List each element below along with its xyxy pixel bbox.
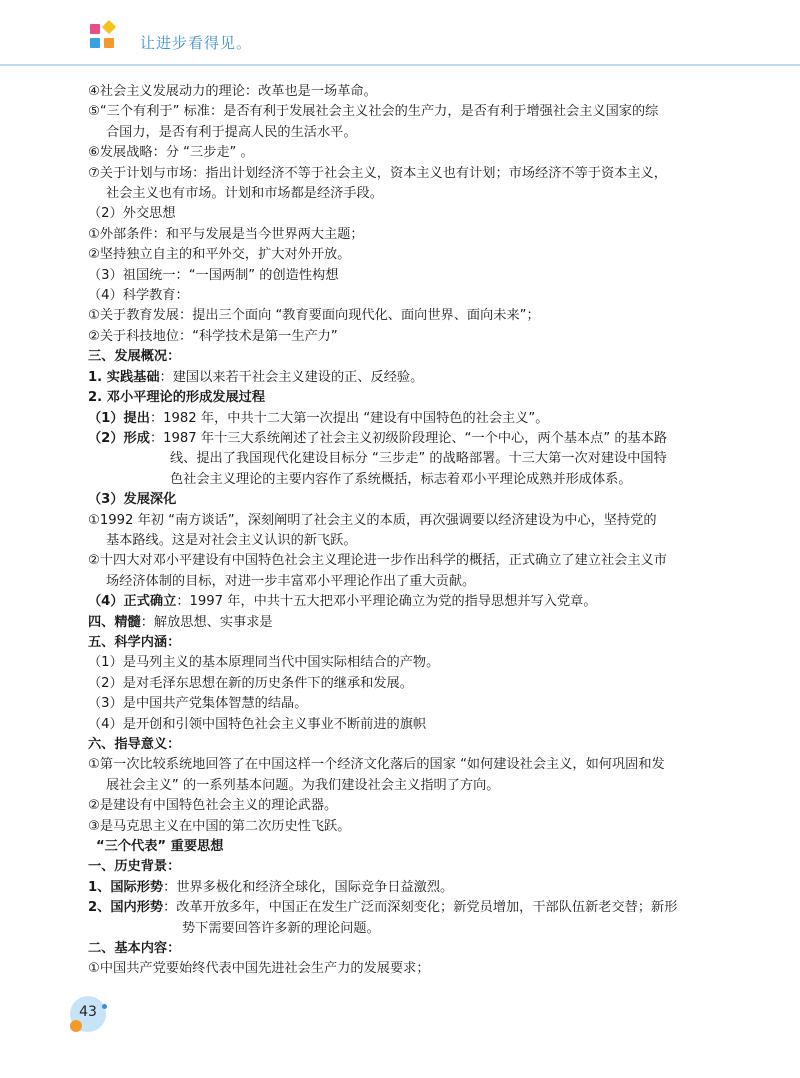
text-line: （2）是对毛泽东思想在新的历史条件下的继承和发展。 xyxy=(88,675,413,691)
text-line: ④社会主义发展动力的理论：改革也是一场革命。 xyxy=(88,84,377,99)
text-line: ①1992 年初 “南方谈话”，深刻阐明了社会主义的本质，再次强调要以经济建设为中心，坚持党的 xyxy=(88,512,657,528)
text-line: 社会主义也有市场。计划和市场都是经济手段。 xyxy=(106,186,383,202)
text-line: ⑥发展战略：分 “三步走” 。 xyxy=(88,145,254,161)
text-line: 基本路线。这是对社会主义认识的新飞跃。 xyxy=(106,532,357,548)
text-line: （1）提出：1982 年，中共十二大第一次提出 “建设有中国特色的社会主义”。 xyxy=(88,410,549,426)
text-line: 1. 实践基础：建国以来若干社会主义建设的正、反经验。 xyxy=(88,369,424,385)
text-line: （1）是马列主义的基本原理同当代中国实际相结合的产物。 xyxy=(88,655,440,671)
text-line: 势下需要回答许多新的理论问题。 xyxy=(182,920,380,936)
text-line: 场经济体制的目标，对进一步丰富邓小平理论作出了重大贡献。 xyxy=(106,573,476,589)
text-line: ①关于教育发展：提出三个面向 “教育要面向现代化、面向世界、面向未来”； xyxy=(88,308,540,324)
section-heading: 三、发展概况： xyxy=(88,349,181,365)
text-line: 展社会主义” 的一系列基本问题。为我们建设社会主义指明了方向。 xyxy=(106,777,500,793)
brand-logo-icon xyxy=(90,22,124,52)
text-line: （2）外交思想 xyxy=(88,206,176,222)
text-line: ①中国共产党要始终代表中国先进社会生产力的发展要求； xyxy=(88,961,430,977)
section-heading: 五、科学内涵： xyxy=(88,634,181,650)
text-line: ①第一次比较系统地回答了在中国这样一个经济文化落后的国家 “如何建设社会主义，如何巩固和发 xyxy=(88,757,665,773)
text-line: ②十四大对邓小平建设有中国特色社会主义理论进一步作出科学的概括，正式确立了建立社会主义市 xyxy=(88,553,667,569)
text-line: 色社会主义理论的主要内容作了系统概括，标志着邓小平理论成熟并形成体系。 xyxy=(170,471,632,487)
text-line: （3）祖国统一：“一国两制” 的创造性构想 xyxy=(88,267,339,283)
section-heading: 2. 邓小平理论的形成发展过程 xyxy=(88,390,266,406)
text-line: ③是马克思主义在中国的第二次历史性飞跃。 xyxy=(88,818,351,834)
text-line: ⑦关于计划与市场：指出计划经济不等于社会主义，资本主义也有计划；市场经济不等于资本主义， xyxy=(88,165,667,181)
page-header xyxy=(0,0,800,66)
text-line: （4）正式确立：1997 年，中共十五大把邓小平理论确立为党的指导思想并写入党章。 xyxy=(88,594,597,610)
text-line: 1、国际形势：世界多极化和经济全球化，国际竞争日益激烈。 xyxy=(88,879,454,895)
text-line: （3）是中国共产党集体智慧的结晶。 xyxy=(88,696,308,712)
text-line: ②是建设有中国特色社会主义的理论武器。 xyxy=(88,798,338,814)
text-line: （2）形成：1987 年十三大系统阐述了社会主义初级阶段理论、“一个中心，两个基本点” 的基本路 xyxy=(88,430,668,446)
text-line: ⑤“三个有利于” 标准：是否有利于发展社会主义社会的生产力，是否有利于增强社会主义国家的综 xyxy=(88,104,659,120)
section-heading: 一、历史背景： xyxy=(88,859,181,875)
section-heading: （3）发展深化 xyxy=(88,492,177,508)
text-line: 2、国内形势：改革开放多年，中国正在发生广泛而深刻变化；新党员增加，干部队伍新老交替；新形 xyxy=(88,900,678,916)
text-line: 线、提出了我国现代化建设目标分 “三步走” 的战略部署。十三大第一次对建设中国特 xyxy=(170,451,667,467)
header-slogan: 让进步看得见。 xyxy=(140,34,253,52)
text-line: ①外部条件：和平与发展是当今世界两大主题； xyxy=(88,226,364,242)
decorative-dot-icon xyxy=(102,1004,107,1009)
header-divider xyxy=(0,64,800,66)
text-line: ②坚持独立自主的和平外交，扩大对外开放。 xyxy=(88,247,351,263)
text-line: （4）是开创和引领中国特色社会主义事业不断前进的旗帜 xyxy=(88,716,427,732)
document-body xyxy=(88,82,718,980)
text-line: ②关于科技地位：“科学技术是第一生产力” xyxy=(88,328,338,344)
text-line: 合国力，是否有利于提高人民的生活水平。 xyxy=(106,124,357,140)
text-line: 四、精髓：解放思想、实事求是 xyxy=(88,614,273,630)
page-number: 43 xyxy=(79,1004,97,1020)
section-heading: “三个代表” 重要思想 xyxy=(96,839,224,855)
section-heading: 六、指导意义： xyxy=(88,737,181,752)
text-line: （4）科学教育： xyxy=(88,288,189,304)
decorative-dot-icon xyxy=(70,1020,82,1032)
section-heading: 二、基本内容： xyxy=(88,941,181,957)
